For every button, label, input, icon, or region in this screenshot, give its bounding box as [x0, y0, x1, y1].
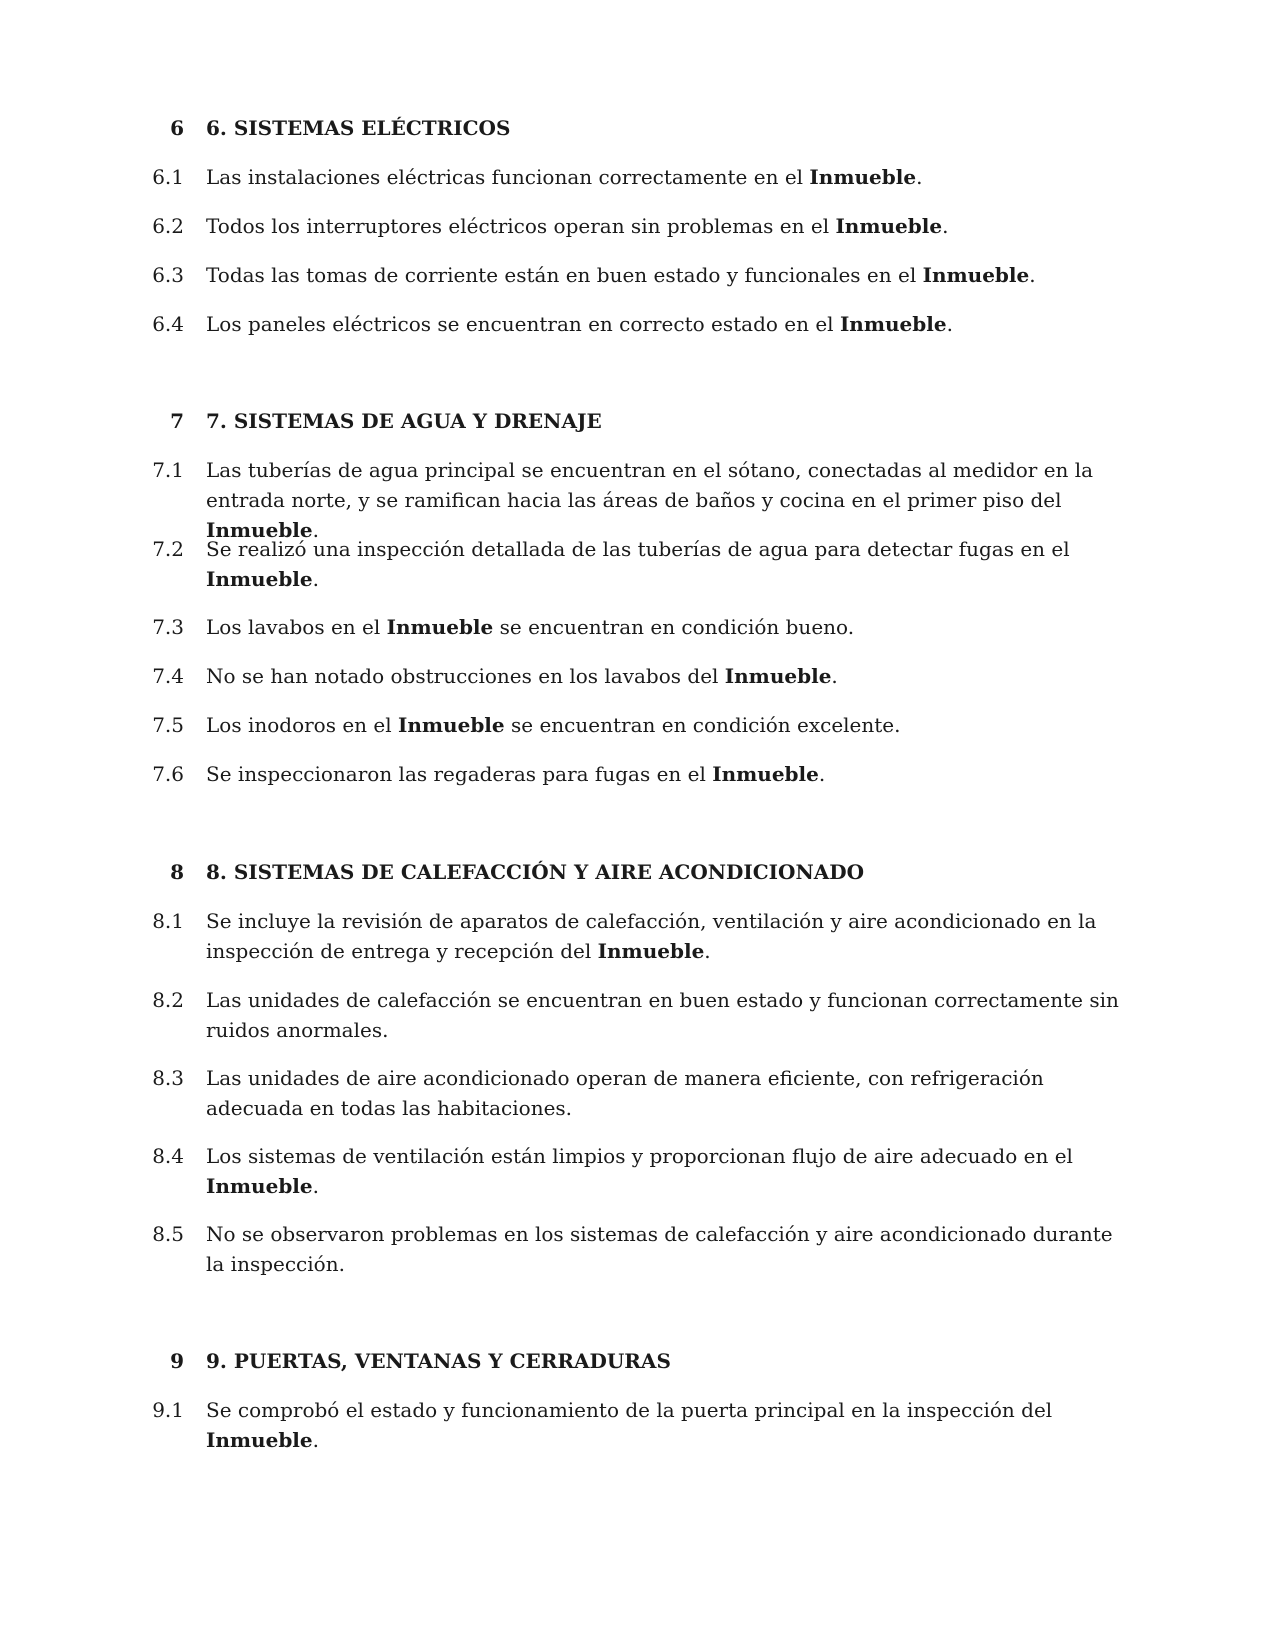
item-text: No se han notado obstrucciones en los lavabos del Inmueble.: [206, 664, 838, 688]
section-title: 9. PUERTAS, VENTANAS Y CERRADURAS: [206, 1349, 671, 1373]
item-number: 6.3: [152, 263, 184, 287]
item-text: Todos los interruptores eléctricos operan sin problemas en el Inmueble.: [206, 214, 949, 238]
item-text: No se observaron problemas en los sistemas de calefacción y aire acondicionado durante la inspección.: [206, 1222, 1113, 1276]
section-number: 9: [170, 1349, 184, 1373]
item-number: 6.1: [152, 165, 184, 189]
item-text: Las unidades de aire acondicionado operan de manera eficiente, con refrigeración adecuada en todas las habitaciones.: [206, 1066, 1044, 1120]
item-number: 6.4: [152, 312, 184, 336]
section-number: 6: [170, 116, 184, 140]
item-number: 8.1: [152, 909, 184, 933]
section-number: 7: [170, 409, 184, 433]
item-text: Todas las tomas de corriente están en buen estado y funcionales en el Inmueble.: [206, 263, 1036, 287]
item-text: Se realizó una inspección detallada de las tuberías de agua para detectar fugas en el Inmueble.: [206, 537, 1070, 591]
item-number: 7.5: [152, 713, 184, 737]
item-number: 9.1: [152, 1398, 184, 1422]
section-title: 7. SISTEMAS DE AGUA Y DRENAJE: [206, 409, 602, 433]
item-number: 8.3: [152, 1066, 184, 1090]
item-text: Los lavabos en el Inmueble se encuentran en condición bueno.: [206, 615, 855, 639]
item-text: Las instalaciones eléctricas funcionan correctamente en el Inmueble.: [206, 165, 923, 189]
item-number: 8.2: [152, 988, 184, 1012]
item-number: 7.6: [152, 762, 184, 786]
item-text: Los inodoros en el Inmueble se encuentran en condición excelente.: [206, 713, 901, 737]
item-text: Los paneles eléctricos se encuentran en correcto estado en el Inmueble.: [206, 312, 953, 336]
item-number: 7.2: [152, 537, 184, 561]
item-number: 7.1: [152, 458, 184, 482]
item-number: 8.5: [152, 1222, 184, 1246]
section-number: 8: [170, 860, 184, 884]
item-number: 7.4: [152, 664, 184, 688]
item-number: 7.3: [152, 615, 184, 639]
item-text: Las tuberías de agua principal se encuentran en el sótano, conectadas al medidor en la entrada norte, y se ramifican hacia las áreas de baños y cocina en el primer piso del Inmueble.: [206, 458, 1094, 542]
section-title: 6. SISTEMAS ELÉCTRICOS: [206, 116, 511, 140]
item-text: Las unidades de calefacción se encuentran en buen estado y funcionan correctamente sin ruidos anormales.: [206, 988, 1119, 1042]
item-text: Se incluye la revisión de aparatos de calefacción, ventilación y aire acondicionado en la inspección de entrega y recepción del Inmueble.: [206, 909, 1097, 963]
section-title: 8. SISTEMAS DE CALEFACCIÓN Y AIRE ACONDICIONADO: [206, 860, 865, 884]
item-text: Se comprobó el estado y funcionamiento de la puerta principal en la inspección del Inmueble.: [206, 1398, 1053, 1452]
item-text: Se inspeccionaron las regaderas para fugas en el Inmueble.: [206, 762, 826, 786]
item-number: 6.2: [152, 214, 184, 238]
item-number: 8.4: [152, 1144, 184, 1168]
item-text: Los sistemas de ventilación están limpios y proporcionan flujo de aire adecuado en el Inmueble.: [206, 1144, 1073, 1198]
